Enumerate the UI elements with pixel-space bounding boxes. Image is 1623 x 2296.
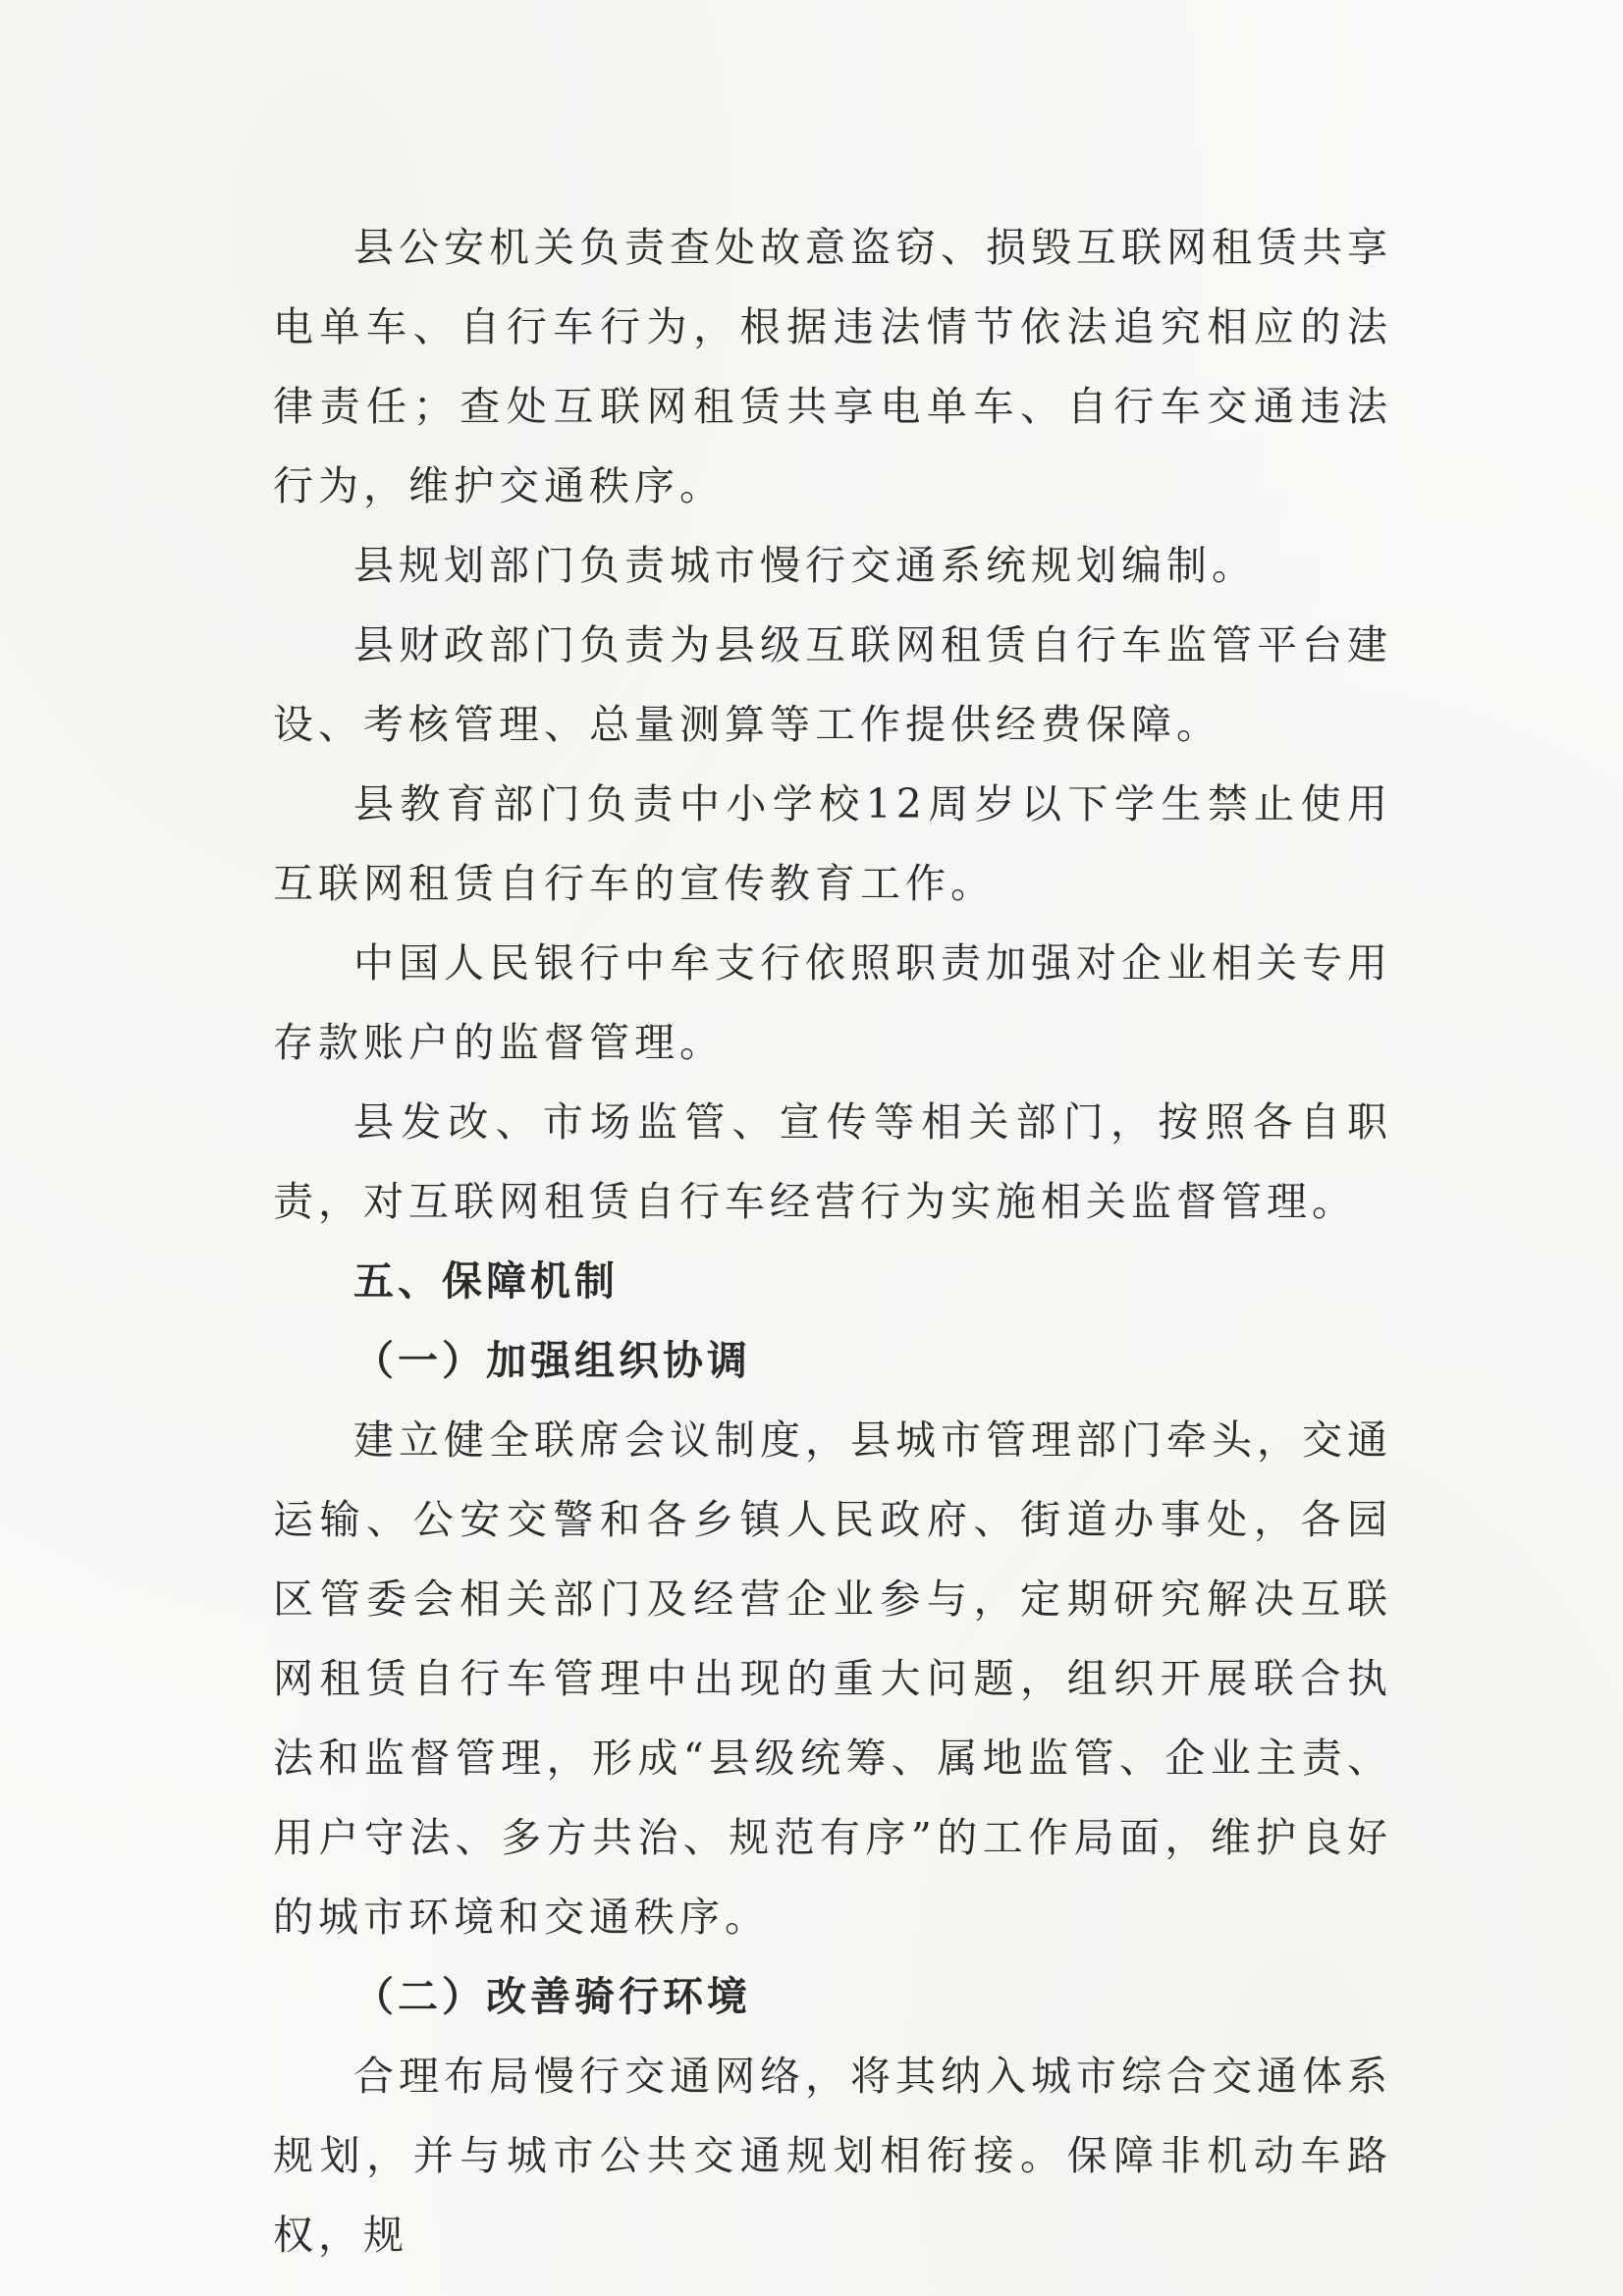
section-heading-guarantee: 五、保障机制	[353, 1257, 619, 1305]
paragraph-finance: 县财政部门负责为县级互联网租赁自行车监管平台建设、考核管理、总量测算等工作提供经费保障。	[273, 621, 1392, 748]
paragraph-other-departments: 县发改、市场监管、宣传等相关部门，按照各自职责，对互联网租赁自行车经营行为实施相关监督管理。	[273, 1098, 1392, 1225]
paragraph-public-security: 县公安机关负责查处故意盗窃、损毁互联网租赁共享电单车、自行车行为，根据违法情节依法追究相应的法律责任；查处互联网租赁共享电单车、自行车交通违法行为，维护交通秩序。	[273, 224, 1392, 509]
document-body	[273, 208, 1392, 2275]
paragraph-education: 县教育部门负责中小学校12周岁以下学生禁止使用互联网租赁自行车的宣传教育工作。	[273, 780, 1392, 907]
subheading-coordination: （一）加强组织协调	[353, 1337, 751, 1384]
paragraph-joint-meeting: 建立健全联席会议制度，县城市管理部门牵头，交通运输、公安交警和各乡镇人民政府、街道办事处，各园区管委会相关部门及经营企业参与，定期研究解决互联网租赁自行车管理中出现的重大问题，组织开展联合执法和监督管理，形成“县级统筹、属地监管、企业主责、用户守法、多方共治、规范有序”的工作局面，维护良好的城市环境和交通秩序。	[273, 1416, 1392, 1941]
subheading-riding-environment: （二）改善骑行环境	[353, 1973, 751, 2020]
paragraph-slow-traffic: 合理布局慢行交通网络，将其纳入城市综合交通体系规划，并与城市公共交通规划相衔接。保障非机动车路权，规	[273, 2053, 1392, 2259]
paragraph-pboc: 中国人民银行中牟支行依照职责加强对企业相关专用存款账户的监督管理。	[273, 939, 1392, 1066]
paragraph-planning: 县规划部门负责城市慢行交通系统规划编制。	[353, 542, 1257, 589]
